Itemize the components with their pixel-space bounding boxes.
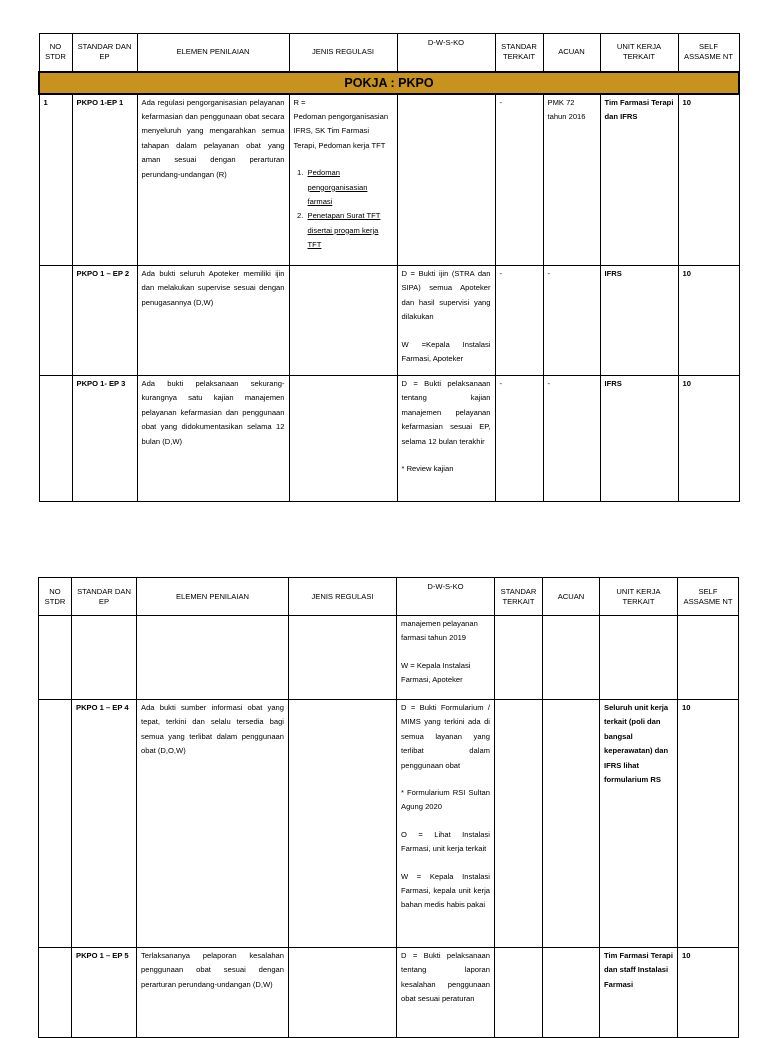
cell-unit: IFRS <box>600 266 678 376</box>
header-self: SELF ASSASME NT <box>678 578 739 616</box>
pokja-banner-row <box>39 72 739 94</box>
cell-elemen: Ada bukti pelaksanaan sekurang-kurangnya satu kajian manajemen pelayanan kefarmasian dan penggunaan obat yang didokumentasikan selama 12 bulan (D,W) <box>137 376 289 502</box>
header-row <box>39 578 739 616</box>
cell-standar-terkait: - <box>495 376 543 502</box>
dwsko-note: * Review kajian <box>401 464 454 474</box>
dwsko-d: D = Bukti ijin (STRA dan SIPA) semua Apoteker dan hasil supervisi yang dilakukan <box>401 269 491 322</box>
dwsko-o: O = Lihat Instalasi Farmasi, unit kerja terkait <box>401 829 490 854</box>
cell-acuan: - <box>543 266 600 376</box>
cell-dwsko <box>397 266 495 376</box>
cell-ep: PKPO 1-EP 1 <box>72 94 137 266</box>
cell-ep: PKPO 1 – EP 4 <box>72 700 137 948</box>
cell-elemen: Ada bukti seluruh Apoteker memiliki ijin dan melakukan supervise sesuai dengan penugasannya (D,W) <box>137 266 289 376</box>
list-item: 1. Pedoman pengorganisasian farmasi <box>306 166 393 209</box>
cell-jenis-regulasi <box>289 266 397 376</box>
cell-standar-terkait: - <box>495 266 543 376</box>
cell-jenis-regulasi <box>289 948 397 1038</box>
header-self: SELF ASSASME NT <box>678 34 739 72</box>
header-no: NO STDR <box>39 578 72 616</box>
header-acuan: ACUAN <box>543 34 600 72</box>
dwsko-d: D = Bukti pelaksanaan tentang kajian manajemen pelayanan kefarmasian sesuai EP, selama 12 bulan terakhir <box>401 379 491 446</box>
table-row <box>39 376 739 502</box>
cell-jenis-regulasi <box>289 700 397 948</box>
table-row <box>39 94 739 266</box>
cell-elemen: Terlaksananya pelaporan kesalahan penggunaan obat sesuai dengan perarturan perundang-undangan (D,W) <box>137 948 289 1038</box>
header-standar: STANDAR DAN EP <box>72 578 137 616</box>
table-row <box>39 616 739 700</box>
jenis-intro: R = Pedoman pengorganisasian IFRS, SK Tim Farmasi Terapi, Pedoman kerja TFT <box>293 97 389 150</box>
cell-acuan: - <box>543 376 600 502</box>
cell-no: 1 <box>39 94 72 266</box>
header-row <box>39 34 739 72</box>
cell-dwsko <box>397 700 495 948</box>
header-elemen: ELEMEN PENILAIAN <box>137 578 289 616</box>
cell-self: 10 <box>678 94 739 266</box>
cell-unit: IFRS <box>600 376 678 502</box>
cell-dwsko <box>397 94 495 266</box>
header-dwsko: D-W-S-KO <box>397 578 495 616</box>
cell-elemen: Ada regulasi pengorganisasian pelayanan kefarmasian dan penggunaan obat secara menyeluruh yang mengarahkan semua tahapan dalam pelayanan obat yang aman sesuai dengan perarturan perundang-undangan (R) <box>137 94 289 266</box>
table-row <box>39 948 739 1038</box>
cell-dwsko <box>397 376 495 502</box>
cell-self: 10 <box>678 266 739 376</box>
header-unit: UNIT KERJA TERKAIT <box>600 34 678 72</box>
dwsko-d: D = Bukti Formularium / MIMS yang terkini ada di semua layanan yang terlibat dalam penggunaan obat <box>401 703 490 770</box>
dwsko-w: W = Kepala Instalasi Farmasi, kepala unit kerja bahan medis habis pakai <box>401 871 490 910</box>
table-row <box>39 266 739 376</box>
cell-elemen: Ada bukti sumber informasi obat yang tepat, terkini dan selalu tersedia bagi semua yang terlibat dalam penggunaan obat (D,O,W) <box>137 700 289 948</box>
regulation-list <box>294 166 393 252</box>
assessment-table-1 <box>38 33 740 502</box>
table-row <box>39 700 739 948</box>
dwsko-w: W =Kepala Instalasi Farmasi, Apoteker <box>401 339 491 364</box>
header-standar-terkait: STANDAR TERKAIT <box>495 578 543 616</box>
cell-self: 10 <box>678 376 739 502</box>
dwsko-continuation: manajemen pelayanan farmasi tahun 2019 <box>401 619 478 643</box>
cell-unit: Tim Farmasi Terapi dan IFRS <box>600 94 678 266</box>
header-standar-terkait: STANDAR TERKAIT <box>495 34 543 72</box>
cell-dwsko: D = Bukti pelaksanaan tentang laporan kesalahan penggunaan obat sesuai peraturan <box>397 948 495 1038</box>
header-dwsko: D-W-S-KO <box>397 34 495 72</box>
dwsko-w: W = Kepala Instalasi Farmasi, Apoteker <box>401 660 471 685</box>
cell-standar-terkait: - <box>495 94 543 266</box>
cell-unit: Tim Farmasi Terapi dan staff Instalasi Farmasi <box>600 948 678 1038</box>
header-standar: STANDAR DAN EP <box>72 34 137 72</box>
cell-self: 10 <box>678 700 739 948</box>
pokja-title: POKJA : PKPO <box>39 72 739 94</box>
header-acuan: ACUAN <box>543 578 600 616</box>
header-no: NO STDR <box>39 34 72 72</box>
header-elemen: ELEMEN PENILAIAN <box>137 34 289 72</box>
header-unit: UNIT KERJA TERKAIT <box>600 578 678 616</box>
dwsko-note: * Formularium RSI Sultan Agung 2020 <box>401 788 490 812</box>
list-item: 2. Penetapan Surat TFT disertai progam kerja TFT <box>306 209 393 252</box>
cell-unit: Seluruh unit kerja terkait (poli dan bangsal keperawatan) dan IFRS lihat formularium RS <box>600 700 678 948</box>
cell-dwsko <box>397 616 495 700</box>
cell-ep: PKPO 1 – EP 2 <box>72 266 137 376</box>
cell-self: 10 <box>678 948 739 1038</box>
cell-jenis-regulasi <box>289 94 397 266</box>
cell-acuan: PMK 72 tahun 2016 <box>543 94 600 266</box>
assessment-table-2 <box>38 577 739 1038</box>
header-jenis: JENIS REGULASI <box>289 578 397 616</box>
header-jenis: JENIS REGULASI <box>289 34 397 72</box>
cell-jenis-regulasi <box>289 376 397 502</box>
cell-ep: PKPO 1 – EP 5 <box>72 948 137 1038</box>
cell-ep: PKPO 1- EP 3 <box>72 376 137 502</box>
